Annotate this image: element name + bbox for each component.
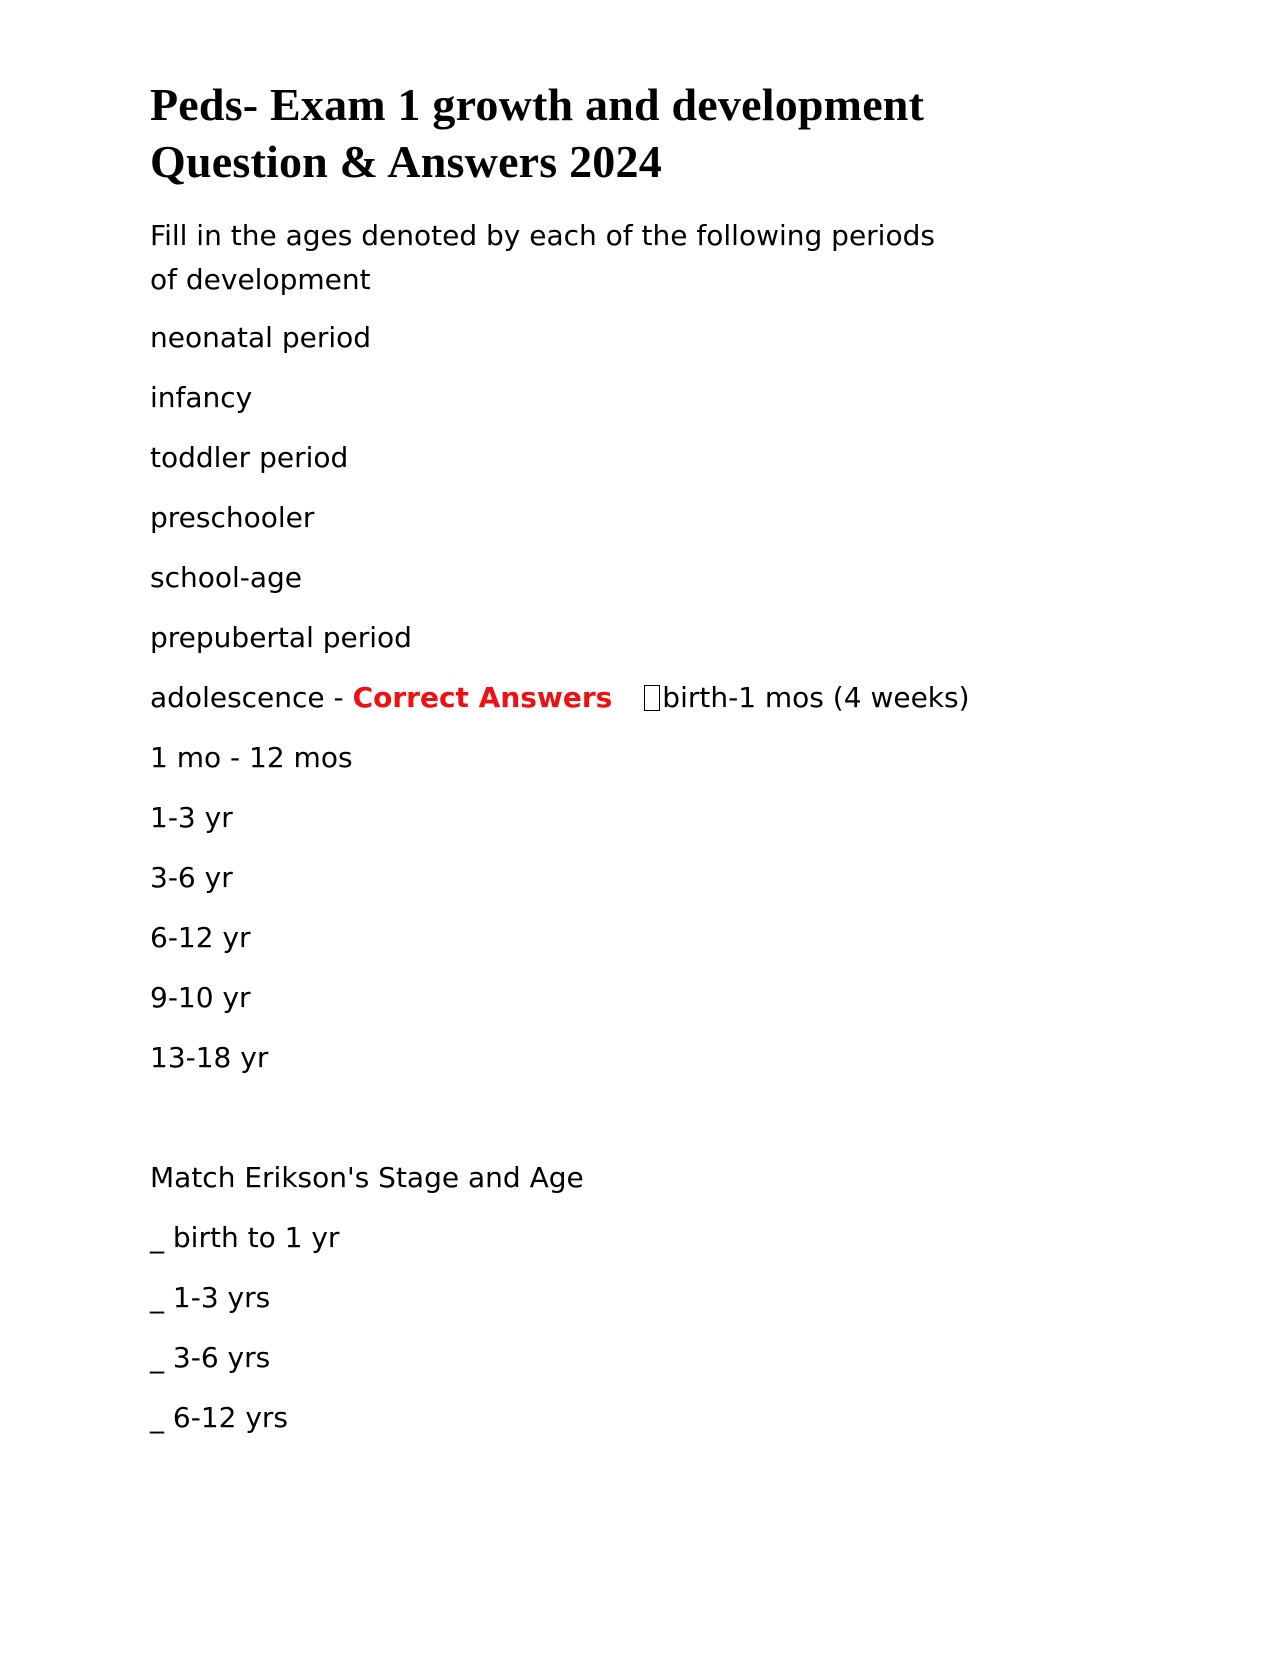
erikson-item: _ 6-12 yrs bbox=[150, 1401, 289, 1434]
answer-item: 13-18 yr bbox=[150, 1041, 269, 1074]
document-title bbox=[150, 76, 1110, 190]
intro-paragraph: Fill in the ages denoted by each of the following periods of development bbox=[150, 219, 935, 296]
answer-item: 6-12 yr bbox=[150, 921, 251, 954]
first-answer: birth-1 mos (4 weeks) bbox=[662, 681, 970, 714]
answer-item: 3-6 yr bbox=[150, 861, 233, 894]
erikson-heading: Match Erikson's Stage and Age bbox=[150, 1161, 584, 1194]
period-item: neonatal period bbox=[150, 321, 372, 354]
answer-item: 9-10 yr bbox=[150, 981, 251, 1014]
period-item: infancy bbox=[150, 381, 253, 414]
title-line-2: Question & Answers 2024 bbox=[150, 136, 662, 187]
title-line-1: Peds- Exam 1 growth and development bbox=[150, 79, 925, 130]
erikson-item: _ birth to 1 yr bbox=[150, 1221, 340, 1254]
adolescence-label: adolescence - bbox=[150, 681, 353, 714]
box-glyph-icon bbox=[644, 685, 660, 711]
correct-answers-label: Correct Answers bbox=[352, 681, 613, 714]
period-item: toddler period bbox=[150, 441, 349, 474]
answer-item: 1-3 yr bbox=[150, 801, 233, 834]
section-spacer bbox=[150, 1096, 1110, 1156]
erikson-item: _ 1-3 yrs bbox=[150, 1281, 271, 1314]
adolescence-answer-line bbox=[150, 676, 1110, 720]
period-item: school-age bbox=[150, 561, 303, 594]
period-item: preschooler bbox=[150, 501, 315, 534]
answer-item: 1 mo - 12 mos bbox=[150, 741, 353, 774]
period-item: prepubertal period bbox=[150, 621, 412, 654]
erikson-item: _ 3-6 yrs bbox=[150, 1341, 271, 1374]
document-page bbox=[150, 76, 1110, 1456]
